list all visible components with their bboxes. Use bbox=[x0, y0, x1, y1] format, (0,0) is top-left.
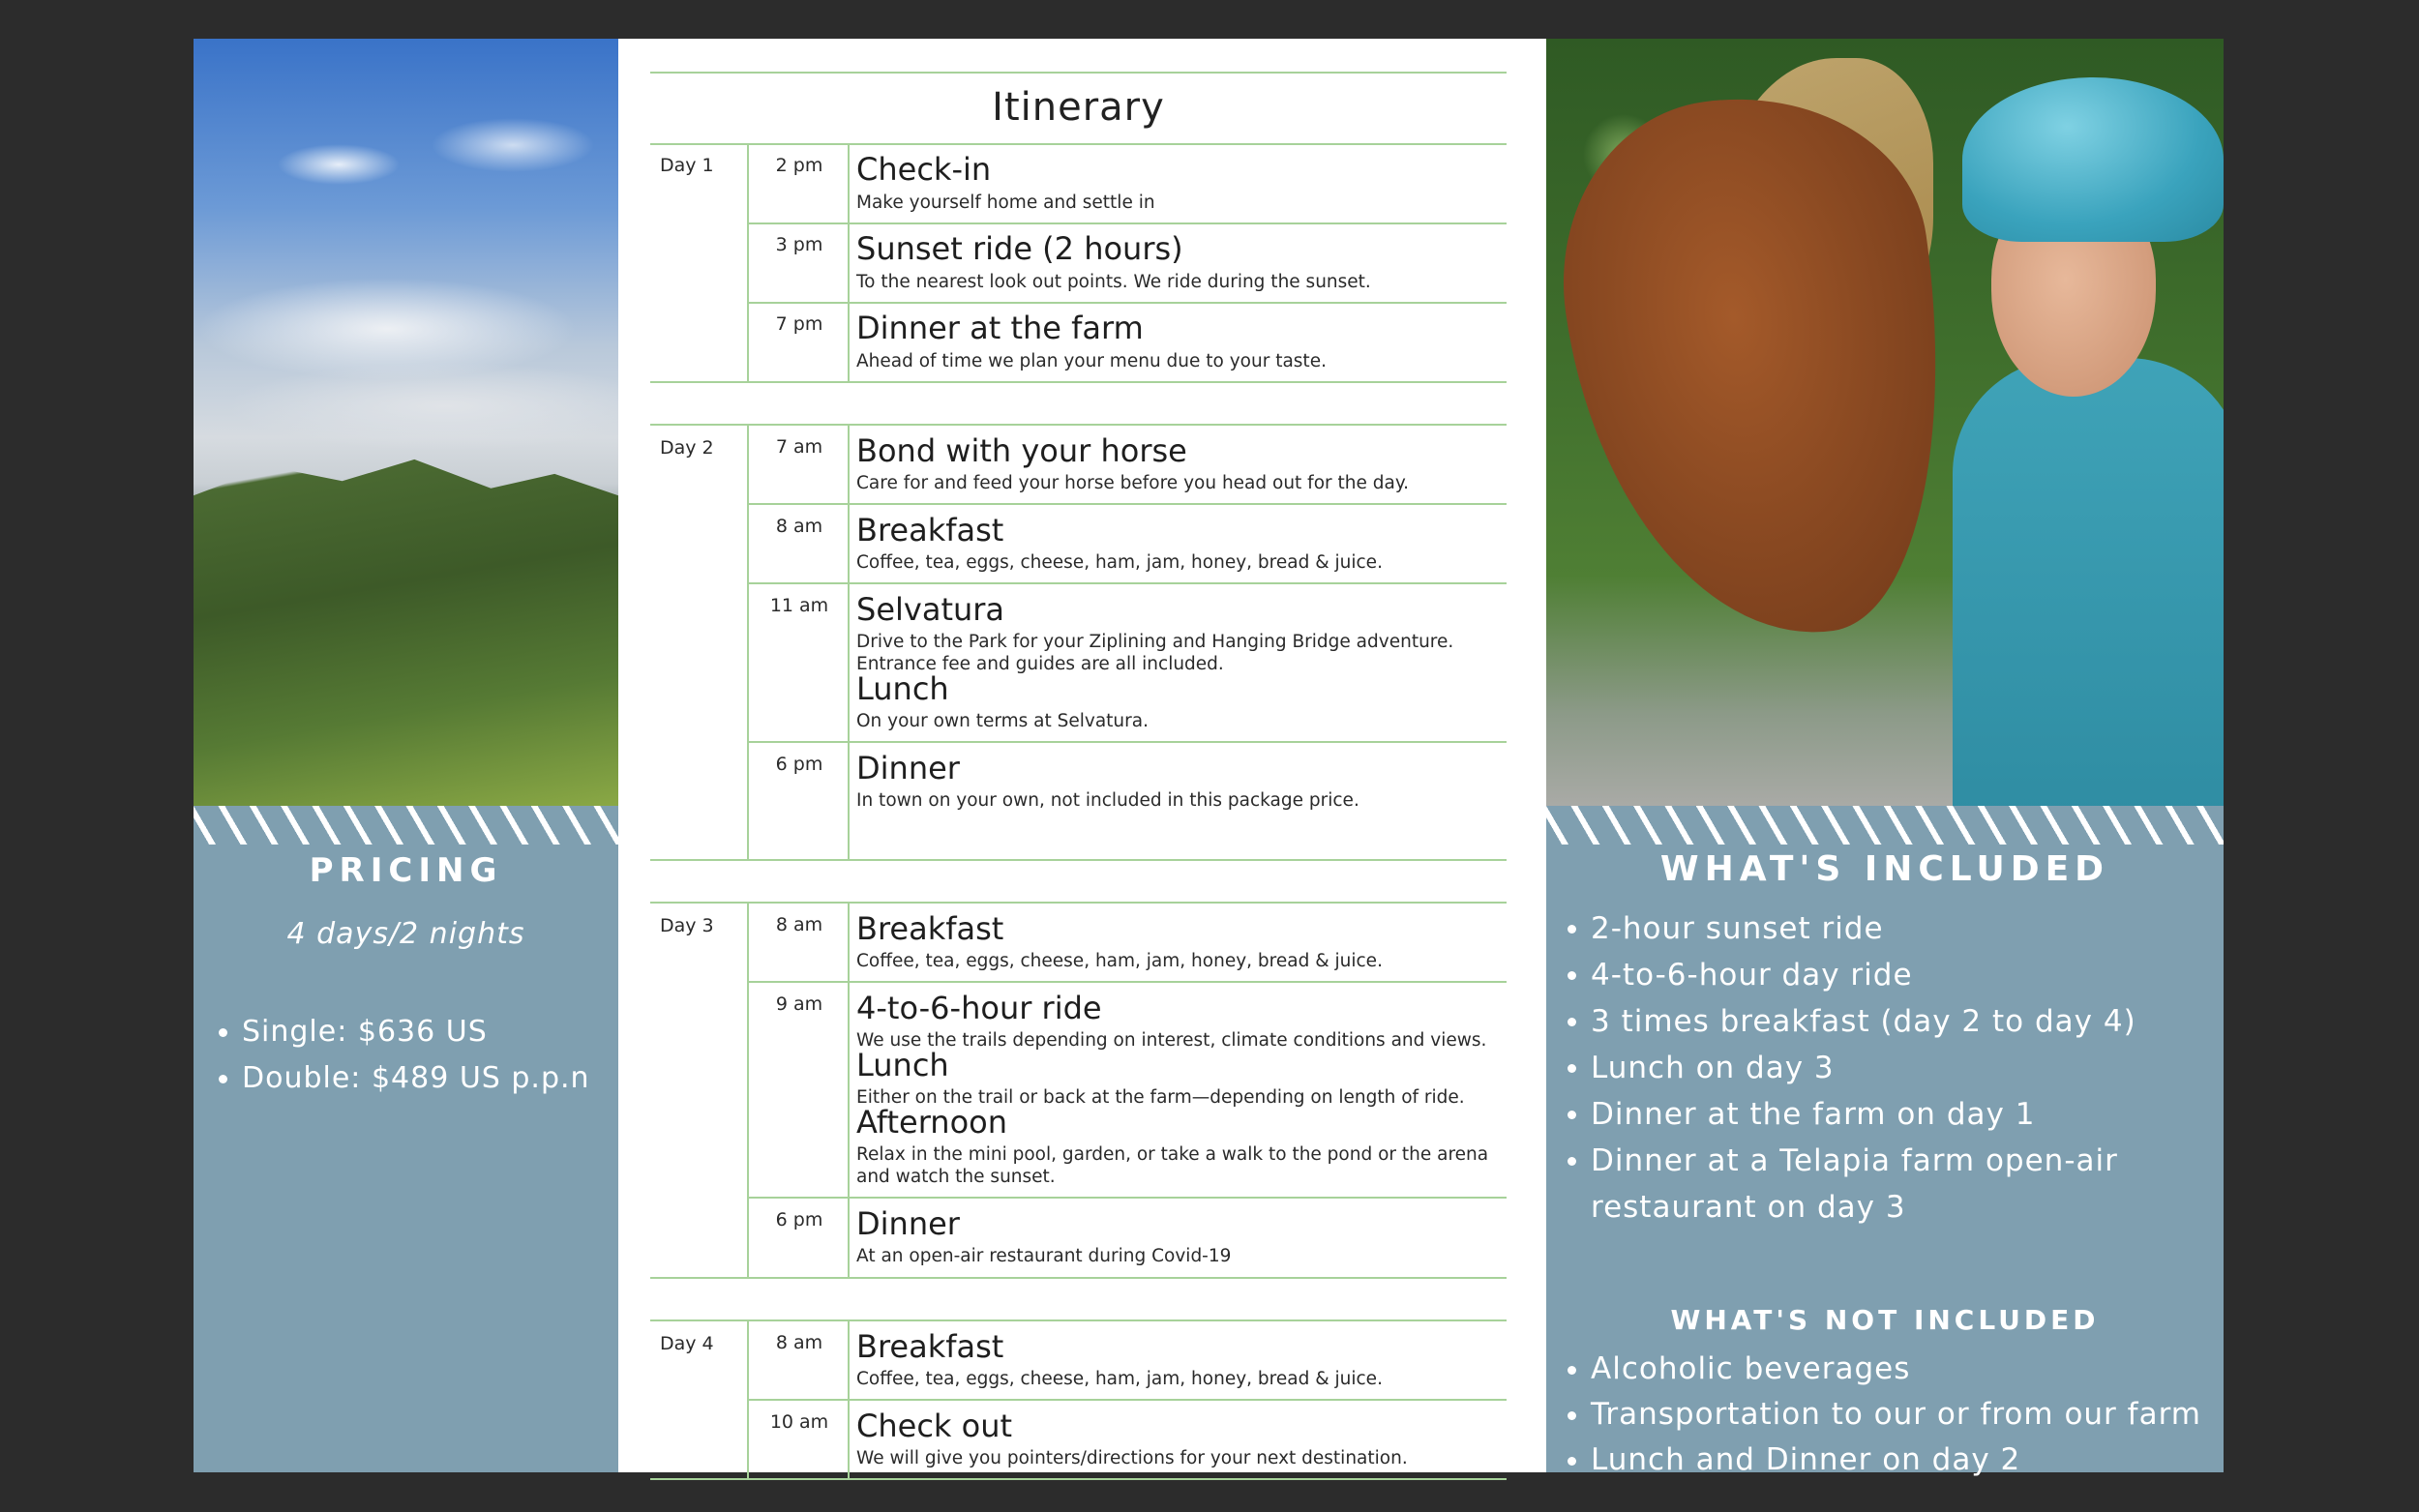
event-title: Dinner bbox=[856, 1205, 960, 1242]
divider bbox=[650, 143, 1507, 145]
divider bbox=[650, 72, 1507, 74]
event-time: 3 pm bbox=[775, 234, 823, 255]
event-time: 8 am bbox=[775, 516, 823, 537]
pricing-item-single: Single: $636 US bbox=[217, 1009, 590, 1055]
event-title: Breakfast bbox=[856, 1328, 1004, 1365]
rider-helmet bbox=[1962, 77, 2224, 242]
itinerary-title: Itinerary bbox=[992, 85, 1165, 130]
pricing-list bbox=[217, 1009, 590, 1102]
day-column-divider bbox=[747, 143, 749, 383]
not-included-item: Lunch and Dinner on day 2 bbox=[1566, 1438, 2201, 1483]
event-title: Selvatura bbox=[856, 591, 1005, 628]
divider bbox=[747, 1197, 1507, 1199]
divider bbox=[747, 302, 1507, 304]
included-item: Dinner at the farm on day 1 bbox=[1566, 1091, 2136, 1138]
event-title: Sunset ride (2 hours) bbox=[856, 230, 1183, 267]
rider-body bbox=[1953, 358, 2224, 806]
event-time: 9 am bbox=[775, 993, 823, 1015]
event-time: 8 am bbox=[775, 1332, 823, 1353]
event-description: Coffee, tea, eggs, cheese, ham, jam, honey, bread & juice. bbox=[856, 951, 1383, 971]
included-item: 4-to-6-hour day ride bbox=[1566, 952, 2136, 998]
event-time: 2 pm bbox=[775, 155, 823, 176]
included-item-continuation: restaurant on day 3 bbox=[1591, 1190, 1906, 1225]
event-time: 11 am bbox=[769, 595, 829, 616]
brochure-page bbox=[194, 39, 2224, 1477]
pricing-subtitle: 4 days/2 nights bbox=[286, 917, 525, 951]
event-description: Ahead of time we plan your menu due to your taste. bbox=[856, 351, 1327, 371]
not-included-item: Alcoholic beverages bbox=[1566, 1347, 2201, 1392]
event-time: 6 pm bbox=[775, 754, 823, 775]
divider bbox=[650, 381, 1507, 383]
event-time: 8 am bbox=[775, 914, 823, 935]
event-description: We will give you pointers/directions for your next destination. bbox=[856, 1448, 1408, 1468]
time-column-divider bbox=[848, 143, 850, 383]
event-description: To the nearest look out points. We ride during the sunset. bbox=[856, 272, 1371, 292]
included-item: 3 times breakfast (day 2 to day 4) bbox=[1566, 998, 2136, 1045]
day-column-divider bbox=[747, 902, 749, 1279]
divider bbox=[747, 981, 1507, 983]
event-description: Drive to the Park for your Ziplining and Hanging Bridge adventure. bbox=[856, 632, 1454, 652]
event-description: Relax in the mini pool, garden, or take a walk to the pond or the arena bbox=[856, 1144, 1489, 1165]
event-title: Breakfast bbox=[856, 512, 1004, 548]
divider bbox=[650, 1277, 1507, 1279]
event-title: Bond with your horse bbox=[856, 432, 1187, 469]
inclusions-panel bbox=[1546, 39, 2224, 1477]
divider bbox=[747, 1399, 1507, 1401]
event-description: Either on the trail or back at the farm—depending on length of ride. bbox=[856, 1087, 1465, 1108]
event-description: Entrance fee and guides are all included. bbox=[856, 654, 1224, 674]
event-title: 4-to-6-hour ride bbox=[856, 990, 1102, 1026]
day-label: Day 3 bbox=[660, 915, 714, 936]
rider-with-horse-photo bbox=[1546, 39, 2224, 806]
event-title: Lunch bbox=[856, 670, 949, 707]
divider bbox=[650, 424, 1507, 426]
whats-included-title: WHAT'S INCLUDED bbox=[1659, 849, 2110, 889]
divider bbox=[650, 902, 1507, 904]
event-time: 10 am bbox=[769, 1411, 829, 1433]
event-description: Coffee, tea, eggs, cheese, ham, jam, honey, bread & juice. bbox=[856, 1369, 1383, 1389]
event-title: Dinner at the farm bbox=[856, 310, 1144, 346]
included-item: 2-hour sunset ride bbox=[1566, 905, 2136, 952]
not-included-item: Transportation to our or from our farm bbox=[1566, 1392, 2201, 1438]
event-title: Dinner bbox=[856, 750, 960, 786]
event-description: On your own terms at Selvatura. bbox=[856, 711, 1149, 731]
event-title: Breakfast bbox=[856, 910, 1004, 947]
event-description: Care for and feed your horse before you head out for the day. bbox=[856, 473, 1410, 493]
event-description: and watch the sunset. bbox=[856, 1167, 1056, 1187]
stripe-divider bbox=[194, 806, 618, 845]
event-title: Check out bbox=[856, 1408, 1013, 1444]
time-column-divider bbox=[848, 424, 850, 861]
event-time: 7 pm bbox=[775, 313, 823, 335]
time-column-divider bbox=[848, 902, 850, 1279]
not-included-title: WHAT'S NOT INCLUDED bbox=[1670, 1304, 2100, 1336]
event-title: Afternoon bbox=[856, 1104, 1007, 1141]
event-description: In town on your own, not included in this package price. bbox=[856, 790, 1359, 811]
mountain-landscape-photo bbox=[194, 39, 618, 806]
included-item: Lunch on day 3 bbox=[1566, 1045, 2136, 1091]
divider bbox=[747, 741, 1507, 743]
day-label: Day 1 bbox=[660, 155, 714, 176]
divider bbox=[650, 1478, 1507, 1480]
included-item: Dinner at a Telapia farm open-air bbox=[1566, 1138, 2136, 1184]
divider bbox=[747, 222, 1507, 224]
divider bbox=[650, 1319, 1507, 1321]
pricing-item-double: Double: $489 US p.p.n bbox=[217, 1055, 590, 1102]
included-list bbox=[1566, 905, 2136, 1230]
pricing-panel bbox=[194, 39, 618, 1472]
day-label: Day 4 bbox=[660, 1333, 714, 1354]
stripe-divider bbox=[1546, 806, 2224, 845]
event-description: Make yourself home and settle in bbox=[856, 193, 1155, 213]
divider bbox=[747, 582, 1507, 584]
day-label: Day 2 bbox=[660, 437, 714, 459]
event-description: We use the trails depending on interest, climate conditions and views. bbox=[856, 1030, 1487, 1051]
mountain-ridge bbox=[194, 445, 618, 806]
event-time: 6 pm bbox=[775, 1209, 823, 1230]
day-column-divider bbox=[747, 424, 749, 861]
pricing-title: PRICING bbox=[309, 851, 503, 890]
divider bbox=[747, 503, 1507, 505]
event-title: Check-in bbox=[856, 151, 992, 188]
not-included-list bbox=[1566, 1347, 2201, 1483]
event-title: Lunch bbox=[856, 1047, 949, 1083]
divider bbox=[650, 859, 1507, 861]
event-description: At an open-air restaurant during Covid-19 bbox=[856, 1246, 1232, 1266]
event-description: Coffee, tea, eggs, cheese, ham, jam, honey, bread & juice. bbox=[856, 552, 1383, 573]
event-time: 7 am bbox=[775, 436, 823, 458]
